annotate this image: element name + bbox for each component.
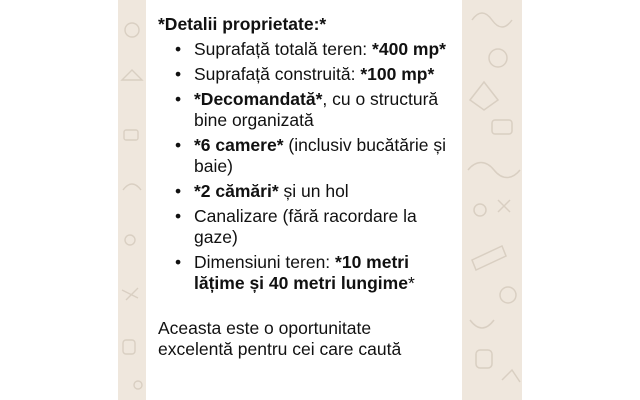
bullet-icon: • bbox=[175, 64, 182, 84]
item-text-tail: , cu o structură bine organizată bbox=[194, 89, 439, 130]
bullet-icon: • bbox=[175, 39, 182, 59]
wallpaper-doodles-right bbox=[462, 0, 522, 400]
message-bubble[interactable] bbox=[146, 0, 462, 400]
list-item bbox=[158, 181, 458, 202]
item-text: Canalizare (fără racordare la gaze) bbox=[194, 206, 417, 247]
list-item bbox=[158, 89, 458, 131]
item-bold-text: *Decomandată* bbox=[194, 89, 323, 109]
item-text-tail: * bbox=[407, 273, 415, 293]
list-item bbox=[158, 252, 458, 294]
item-text: Suprafață totală teren: bbox=[194, 39, 373, 59]
bullet-icon: • bbox=[175, 135, 182, 155]
paragraph-line: excelentă pentru cei care caută bbox=[158, 339, 402, 359]
list-item bbox=[158, 206, 458, 248]
item-text: Suprafață construită: bbox=[194, 64, 361, 84]
message-text bbox=[158, 14, 458, 360]
bullet-icon: • bbox=[175, 206, 182, 226]
chat-wallpaper-right bbox=[462, 0, 522, 400]
list-item bbox=[158, 39, 458, 60]
item-text-tail: și un hol bbox=[278, 181, 349, 201]
item-bold-text: *400 mp* bbox=[372, 39, 446, 59]
bullet-icon: • bbox=[175, 89, 182, 109]
list-item bbox=[158, 64, 458, 85]
item-bold-text: *10 metri lățime și 40 metri lungime bbox=[194, 252, 409, 293]
list-item bbox=[158, 135, 458, 177]
item-text-tail: (inclusiv bucătărie și baie) bbox=[194, 135, 446, 176]
item-bold-text: *6 camere* bbox=[194, 135, 284, 155]
bullet-icon: • bbox=[175, 181, 182, 201]
item-bold-text: *2 cămări* bbox=[194, 181, 279, 201]
bullet-icon: • bbox=[175, 252, 182, 272]
item-bold-text: *100 mp* bbox=[360, 64, 435, 84]
paragraph-line: Aceasta este o oportunitate bbox=[158, 318, 372, 338]
details-heading: *Detalii proprietate:* bbox=[158, 14, 327, 34]
chat-wallpaper-left bbox=[118, 0, 146, 400]
wallpaper-doodles-left bbox=[118, 0, 146, 400]
item-text: Dimensiuni teren: bbox=[194, 252, 336, 272]
details-list bbox=[158, 39, 458, 294]
message-paragraph bbox=[158, 318, 458, 360]
